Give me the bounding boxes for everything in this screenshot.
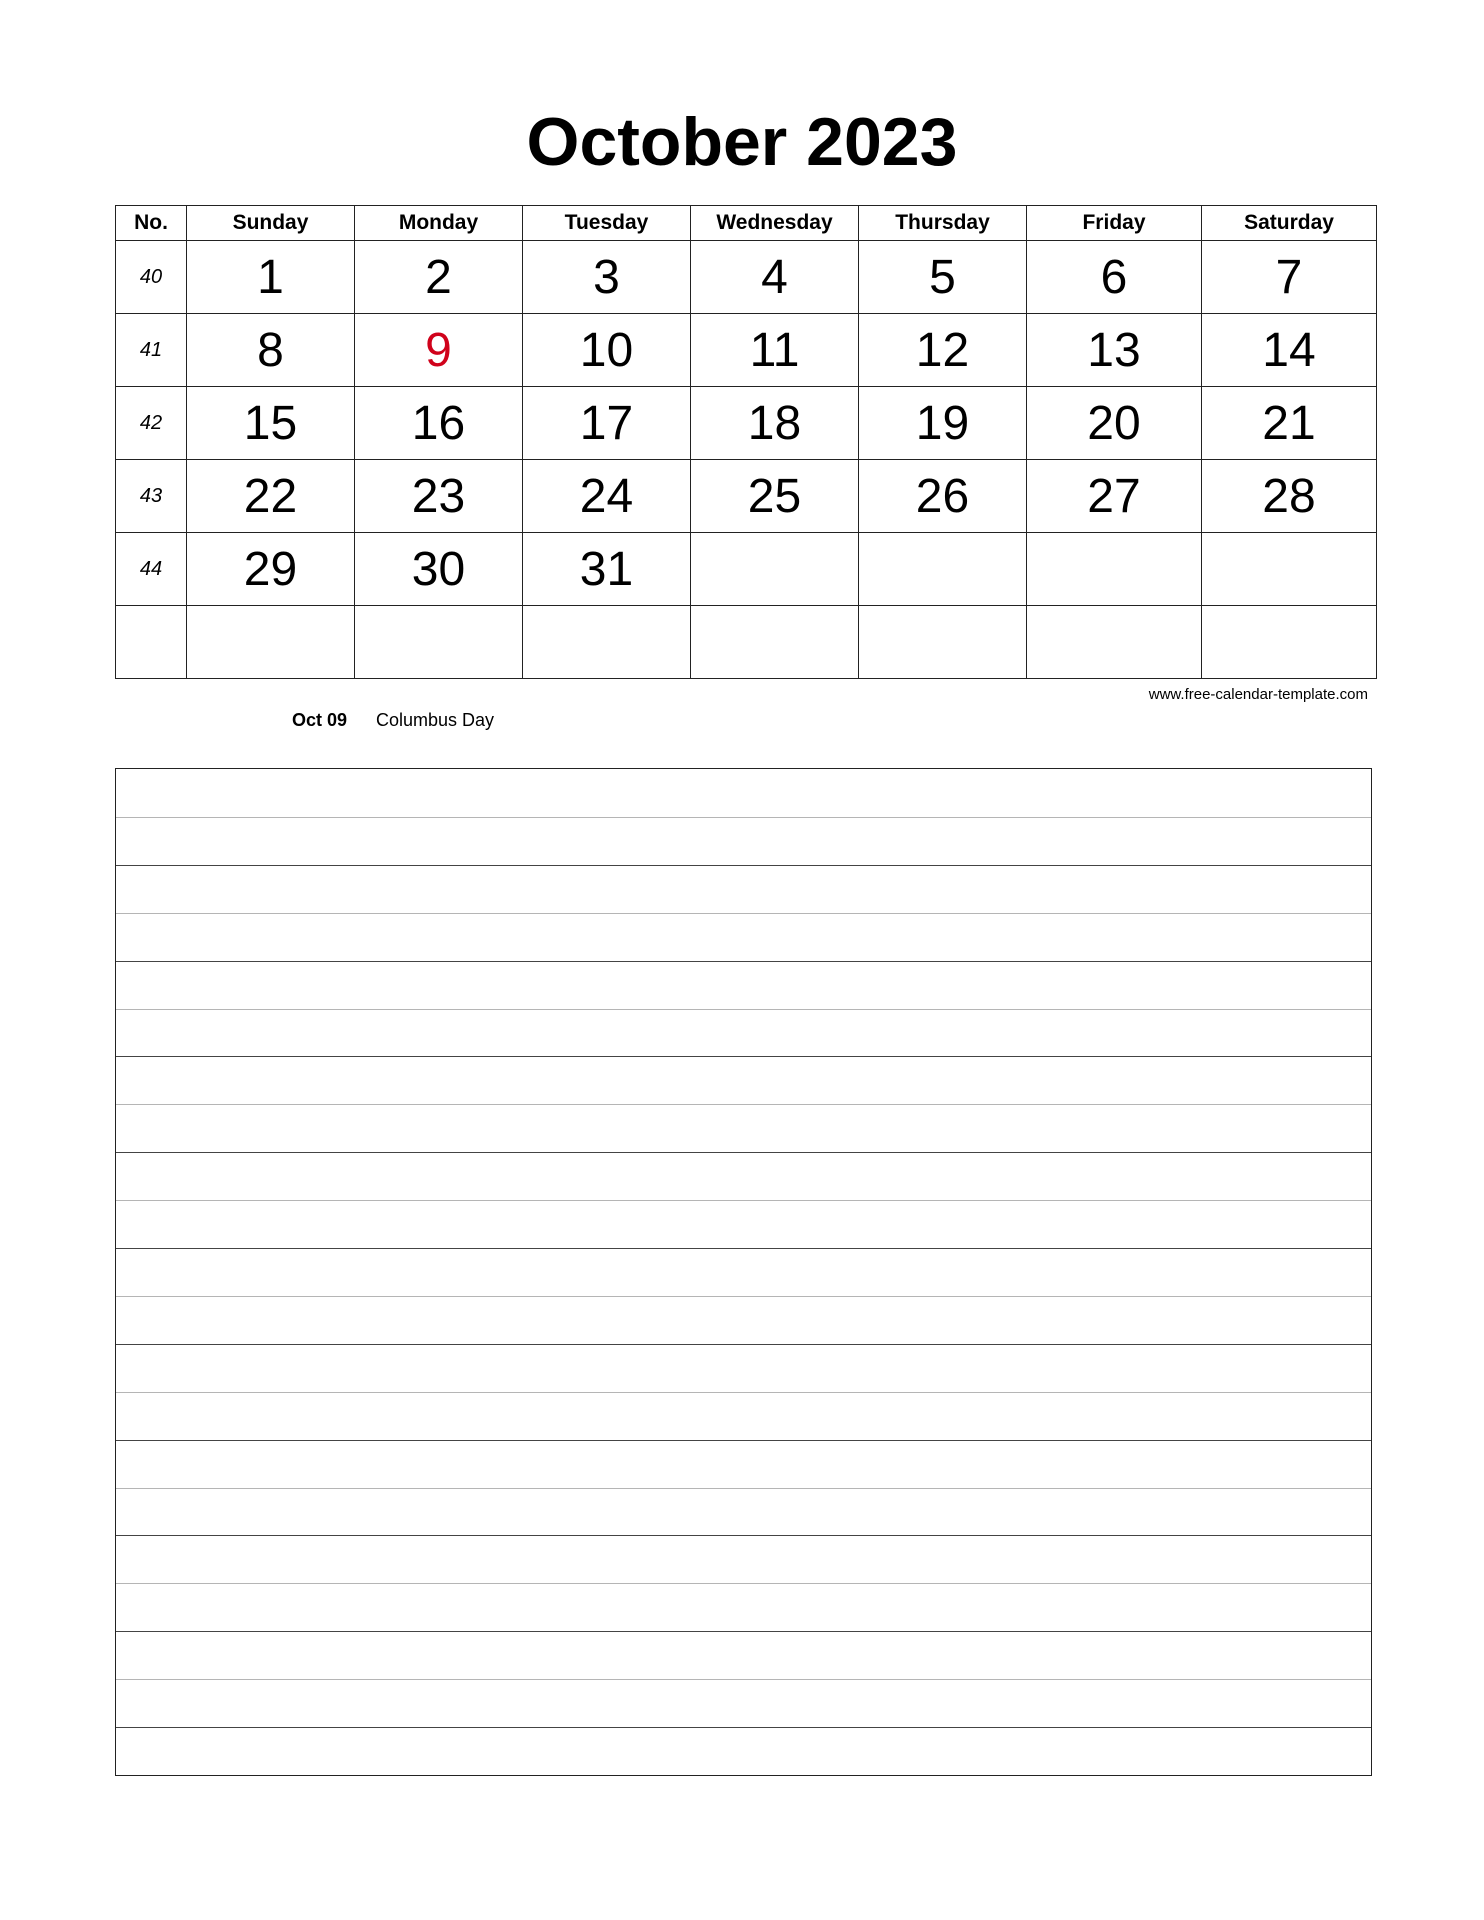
weekday-header-wednesday: Wednesday: [691, 206, 859, 241]
note-line: [116, 1200, 1371, 1201]
week-number: [116, 606, 187, 679]
note-line: [116, 1535, 1371, 1536]
day-cell: 30: [355, 533, 523, 606]
day-cell: [859, 606, 1027, 679]
note-line: [116, 817, 1371, 818]
week-row: [116, 387, 1377, 460]
holiday-name: Columbus Day: [376, 710, 495, 730]
day-cell: 29: [187, 533, 355, 606]
day-cell: [355, 606, 523, 679]
day-cell: [1202, 606, 1377, 679]
day-cell: 28: [1202, 460, 1377, 533]
week-number: 41: [116, 314, 187, 387]
day-cell: 23: [355, 460, 523, 533]
day-cell: 2: [355, 241, 523, 314]
note-line: [116, 1056, 1371, 1057]
website-url: www.free-calendar-template.com: [1148, 686, 1368, 703]
note-line: [116, 865, 1371, 866]
note-line: [116, 1344, 1371, 1345]
day-cell: 8: [187, 314, 355, 387]
day-cell: 3: [523, 241, 691, 314]
note-line: [116, 913, 1371, 914]
notes-area[interactable]: [115, 768, 1372, 1776]
week-row: [116, 606, 1377, 679]
day-cell: 16: [355, 387, 523, 460]
note-line: [116, 1248, 1371, 1249]
day-cell: 20: [1027, 387, 1202, 460]
week-row: [116, 314, 1377, 387]
day-cell: [691, 533, 859, 606]
day-cell: 11: [691, 314, 859, 387]
day-cell: 12: [859, 314, 1027, 387]
day-cell: 22: [187, 460, 355, 533]
day-cell: 10: [523, 314, 691, 387]
day-cell: [691, 606, 859, 679]
note-line: [116, 1440, 1371, 1441]
day-cell: 7: [1202, 241, 1377, 314]
day-cell: 15: [187, 387, 355, 460]
day-cell: 4: [691, 241, 859, 314]
holiday-list: [292, 710, 494, 731]
day-cell: 31: [523, 533, 691, 606]
weekday-header-thursday: Thursday: [859, 206, 1027, 241]
week-row: [116, 460, 1377, 533]
holiday-day-cell: 9: [355, 314, 523, 387]
day-cell: [523, 606, 691, 679]
week-number: 42: [116, 387, 187, 460]
day-cell: 17: [523, 387, 691, 460]
day-cell: 24: [523, 460, 691, 533]
holiday-date: Oct 09: [292, 710, 348, 730]
day-cell: 27: [1027, 460, 1202, 533]
weekday-header-sunday: Sunday: [187, 206, 355, 241]
day-cell: [1027, 533, 1202, 606]
day-cell: 14: [1202, 314, 1377, 387]
day-cell: 5: [859, 241, 1027, 314]
day-cell: 19: [859, 387, 1027, 460]
note-line: [116, 1009, 1371, 1010]
day-cell: 21: [1202, 387, 1377, 460]
day-cell: 25: [691, 460, 859, 533]
weekday-header-row: [116, 206, 1377, 241]
weekday-header-monday: Monday: [355, 206, 523, 241]
week-row: [116, 241, 1377, 314]
day-cell: [1027, 606, 1202, 679]
holiday-item: [292, 710, 494, 731]
week-number: 44: [116, 533, 187, 606]
note-line: [116, 1727, 1371, 1728]
note-line: [116, 1104, 1371, 1105]
day-cell: 18: [691, 387, 859, 460]
week-number: 43: [116, 460, 187, 533]
weekday-header-saturday: Saturday: [1202, 206, 1377, 241]
note-line: [116, 1631, 1371, 1632]
week-number-header: No.: [116, 206, 187, 241]
day-cell: 26: [859, 460, 1027, 533]
page-title: October 2023: [526, 104, 958, 180]
note-line: [116, 1296, 1371, 1297]
day-cell: 13: [1027, 314, 1202, 387]
day-cell: 6: [1027, 241, 1202, 314]
day-cell: [859, 533, 1027, 606]
weekday-header-tuesday: Tuesday: [523, 206, 691, 241]
weekday-header-friday: Friday: [1027, 206, 1202, 241]
day-cell: [1202, 533, 1377, 606]
note-line: [116, 1392, 1371, 1393]
note-line: [116, 1583, 1371, 1584]
week-row: [116, 533, 1377, 606]
day-cell: 1: [187, 241, 355, 314]
note-line: [116, 1152, 1371, 1153]
calendar-grid: [115, 205, 1377, 679]
week-number: 40: [116, 241, 187, 314]
note-line: [116, 1488, 1371, 1489]
note-line: [116, 961, 1371, 962]
note-line: [116, 1679, 1371, 1680]
day-cell: [187, 606, 355, 679]
